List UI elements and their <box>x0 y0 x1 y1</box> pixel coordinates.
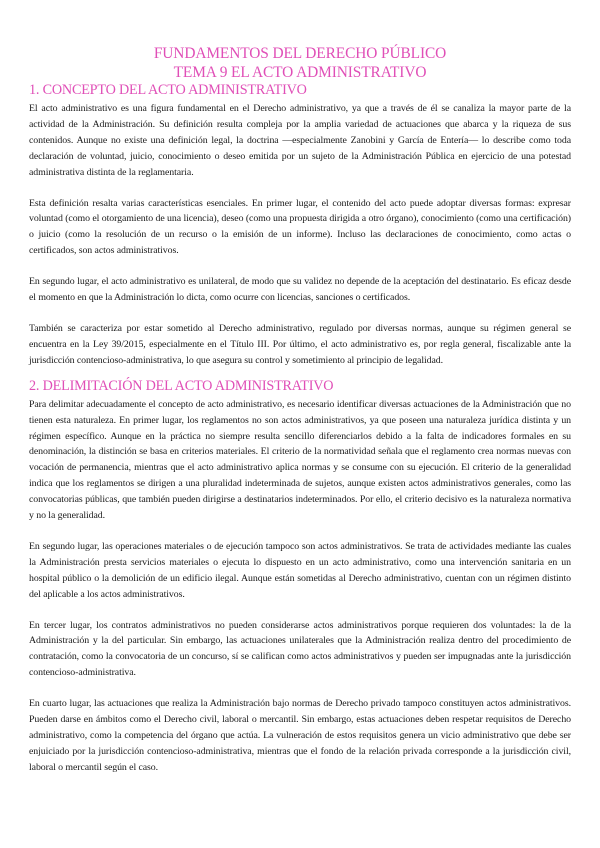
paragraph: El acto administrativo es una figura fundamental en el Derecho administrativo, ya que a través de él se canaliza la mayor parte de la actividad de la Administración. Su definición resulta compleja por la amplia variedad de actuaciones que abarca y la riqueza de sus contenidos. Aunque no existe una definición legal, la doctrina —especialmente Zanobini y García de Entería— lo describe como toda declaración de voluntad, juicio, conocimiento o deseo emitida por un sujeto de la Administración Pública en ejercicio de una potestad administrativa distinta de la reglamentaria. <box>29 103 571 178</box>
paragraph: Para delimitar adecuadamente el concepto de acto administrativo, es necesario identificar diversas actuaciones de la Administración que no tienen esta naturaleza. En primer lugar, los reglamentos no son actos administrativos, ya que poseen una naturaleza jurídica distinta y un régimen específico. Aunque en la práctica no siempre resulta sencillo diferenciarlos debido a la falta de indicadores formales en su denominación, la distinción se basa en criterios materiales. El criterio de la normatividad señala que el reglamento crea normas nuevas con vocación de permanencia, mientras que el acto administrativo aplica normas y se consume con su ejecución. El criterio de la generalidad indica que los reglamentos se dirigen a una pluralidad indeterminada de sujetos, aunque existen actos administrativos generales, como las convocatorias públicas, que también pueden dirigirse a destinatarios indeterminados. Por ello, el criterio decisivo es la naturaleza normativa y no la generalidad. <box>29 398 571 522</box>
paragraph: En cuarto lugar, las actuaciones que realiza la Administración bajo normas de Derecho privado tampoco constituyen actos administrativos. Pueden darse en ámbitos como el Derecho civil, laboral o mercantil. Sin embargo, estas actuaciones deben respetar requisitos de Derecho administrativo, como la competencia del órgano que actúa. La vulneración de estos requisitos genera un vicio administrativo que debe ser enjuiciado por la jurisdicción contencioso-administrativa, mientras que el fondo de la relación privada corresponde a la jurisdicción civil, laboral o mercantil según el caso. <box>29 698 571 773</box>
paragraph: En segundo lugar, el acto administrativo es unilateral, de modo que su validez no depende de la aceptación del destinatario. Es eficaz desde el momento en que la Administración lo dicta, como ocurre con licencias, sanciones o certificados. <box>29 276 571 304</box>
document-title-line-2: TEMA 9 EL ACTO ADMINISTRATIVO <box>173 64 427 81</box>
section-heading-concepto: 1. CONCEPTO DEL ACTO ADMINISTRATIVO <box>29 82 307 98</box>
paragraph: También se caracteriza por estar sometido al Derecho administrativo, regulado por diversas normas, aunque su régimen general se encuentra en la Ley 39/2015, especialmente en el Título III. Por último, el acto administrativo es, por regla general, fiscalizable ante la jurisdicción contencioso-administrativa, lo que asegura su control y sometimiento al principio de legalidad. <box>29 322 571 366</box>
section-heading-delimitacion: 2. DELIMITACIÓN DEL ACTO ADMINISTRATIVO <box>29 377 334 394</box>
document-title-line-1: FUNDAMENTOS DEL DERECHO PÚBLICO <box>153 45 447 62</box>
paragraph: En tercer lugar, los contratos administrativos no pueden considerarse actos administrativos porque requieren dos voluntades: la de la Administración y la del particular. Sin embargo, las actuaciones unilaterales que la Administración realiza dentro del procedimiento de contratación, como la convocatoria de un concurso, sí se califican como actos administrativos y pueden ser impugnadas ante la jurisdicción contencioso-administrativa. <box>29 619 571 679</box>
paragraph: Esta definición resalta varias características esenciales. En primer lugar, el contenido del acto puede adoptar diversas formas: expresar voluntad (como el otorgamiento de una licencia), deseo (como una propuesta dirigida a otro órgano), conocimiento (como una certificación) o juicio (como la resolución de un recurso o la emisión de un informe). Incluso las declaraciones de conocimiento, como actas o certificados, son actos administrativos. <box>29 197 571 257</box>
paragraph: En segundo lugar, las operaciones materiales o de ejecución tampoco son actos administrativos. Se trata de actividades mediante las cuales la Administración presta servicios materiales o ejecuta lo dispuesto en un acto administrativo, como una intervención sanitaria en un hospital público o la demolición de un edificio ilegal. Aunque están sometidas al Derecho administrativo, cuentan con un régimen distinto del aplicable a los actos administrativos. <box>29 540 571 600</box>
